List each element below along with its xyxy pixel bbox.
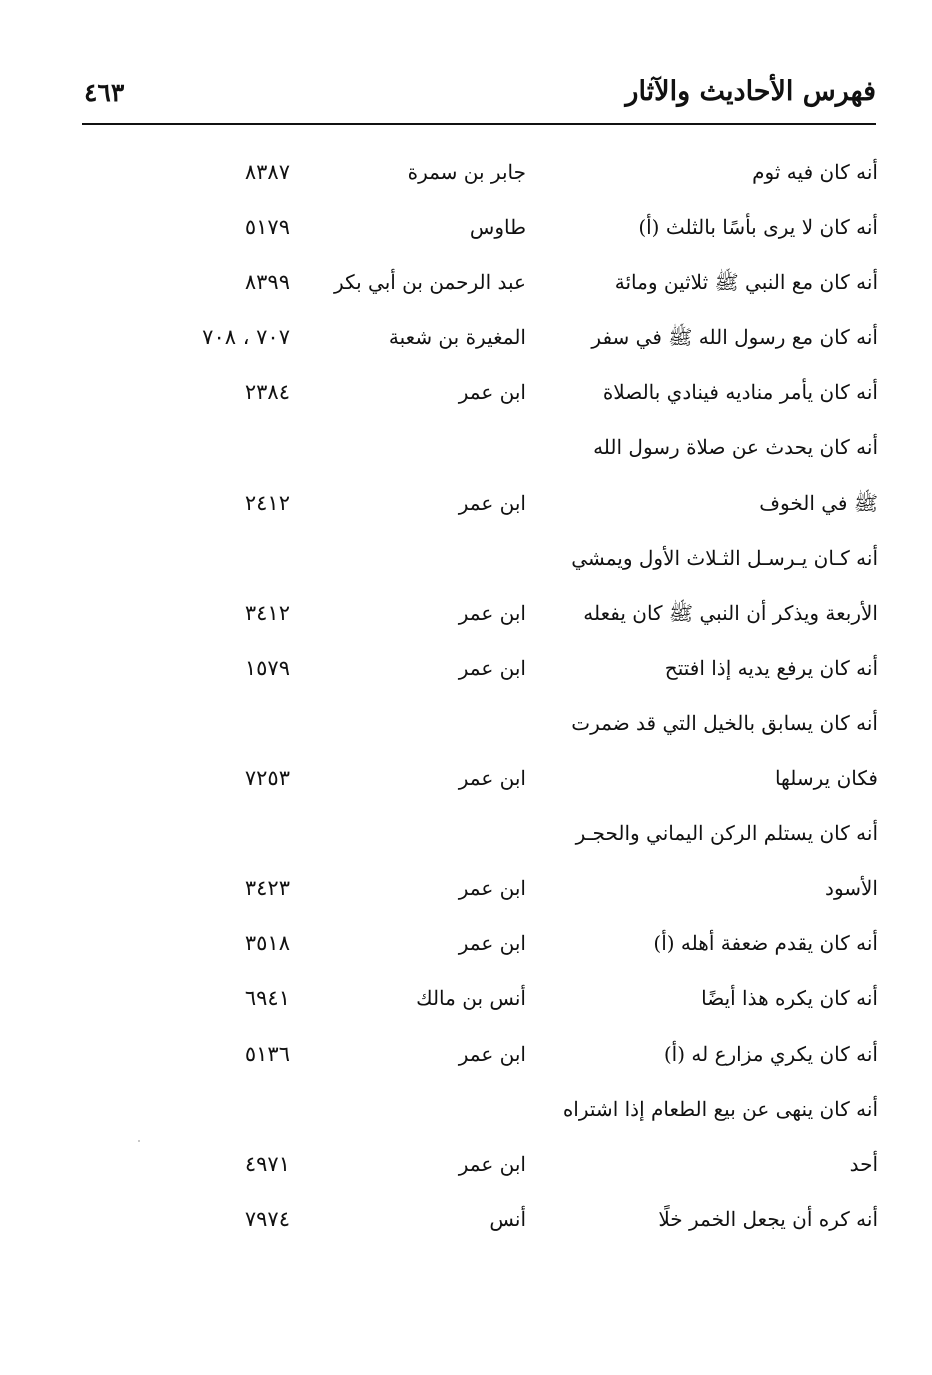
index-row [0, 1140, 932, 1195]
hadith-text: أنه كان يرفع يديه إذا افتتح [664, 655, 878, 680]
index-row [0, 864, 932, 919]
index-row [0, 313, 932, 368]
index-row [0, 1030, 932, 1085]
hadith-number: ٥١٧٩ [244, 215, 290, 240]
narrator: ابن عمر [458, 931, 526, 956]
index-row [0, 809, 932, 864]
hadith-text: أنه كان يأمر مناديه فينادي بالصلاة [602, 380, 878, 405]
narrator: ابن عمر [458, 490, 526, 515]
narrator: ابن عمر [458, 600, 526, 625]
hadith-number: ٢٣٨٤ [244, 380, 290, 405]
hadith-text: أنه كان مع النبي ﷺ ثلاثين ومائة [614, 270, 878, 295]
index-row [0, 699, 932, 754]
hadith-text: فكان يرسلها [774, 766, 878, 791]
narrator: المغيرة بن شعبة [388, 325, 526, 350]
hadith-number: ٣٥١٨ [244, 931, 290, 956]
narrator: ابن عمر [458, 1151, 526, 1176]
index-row [0, 754, 932, 809]
hadith-text: الأربعة ويذكر أن النبي ﷺ كان يفعله [583, 600, 878, 625]
hadith-text: أنه كان يقدم ضعفة أهله (أ) [653, 931, 878, 956]
hadith-number: ٢٤١٢ [244, 490, 290, 515]
narrator: طاوس [469, 215, 526, 240]
page-number: ٤٦٣ [84, 78, 125, 107]
hadith-text: ﷺ في الخوف [759, 490, 878, 515]
page-title: فهرس الأحاديث والآثار [625, 76, 876, 107]
hadith-text: الأسود [825, 876, 878, 901]
hadith-number: ١٥٧٩ [244, 655, 290, 680]
hadith-number: ٣٤٢٣ [244, 876, 290, 901]
narrator: أنس [489, 1206, 526, 1231]
index-row [0, 919, 932, 974]
hadith-text: أنه كان يكري مزارع له (أ) [663, 1041, 878, 1066]
hadith-number: ٦٩٤١ [244, 986, 290, 1011]
narrator: ابن عمر [458, 876, 526, 901]
narrator: ابن عمر [458, 766, 526, 791]
index-row [0, 644, 932, 699]
index-row [0, 534, 932, 589]
hadith-number: ٥١٣٦ [244, 1041, 290, 1066]
hadith-text: أنه كان ينهى عن بيع الطعام إذا اشتراه [562, 1096, 878, 1121]
narrator: أنس بن مالك [416, 986, 526, 1011]
narrator: ابن عمر [458, 380, 526, 405]
page-header [82, 70, 876, 120]
hadith-text: أنه كـان يـرسـل الثـلاث الأول ويمشي [571, 545, 878, 570]
narrator: جابر بن سمرة [407, 160, 526, 184]
hadith-text: أنه كان مع رسول الله ﷺ في سفر [591, 325, 878, 350]
hadith-number: ٨٣٩٩ [244, 270, 290, 295]
hadith-number: ٨٣٨٧ [244, 160, 290, 184]
hadith-number: ٣٤١٢ [244, 600, 290, 625]
hadith-text: أنه كان لا يرى بأسًا بالثلث (أ) [638, 215, 878, 240]
hadith-text: أنه كان يحدث عن صلاة رسول الله [593, 435, 878, 460]
index-row [0, 589, 932, 644]
hadith-text: أنه كان يكره هذا أيضًا [701, 986, 878, 1011]
hadith-text: أحد [849, 1151, 878, 1176]
index-row [0, 974, 932, 1029]
hadith-number: ٤٩٧١ [244, 1151, 290, 1176]
hadith-text: أنه كان فيه ثوم [752, 160, 878, 184]
index-row [0, 1195, 932, 1250]
hadith-number: ٧٩٧٤ [244, 1206, 290, 1231]
hadith-number: ٧٠٧ ، ٧٠٨ [202, 325, 290, 350]
hadith-text: أنه كان يسابق بالخيل التي قد ضمرت [571, 710, 878, 735]
index-row [0, 203, 932, 258]
narrator: ابن عمر [458, 1041, 526, 1066]
index-row [0, 368, 932, 423]
index-row [0, 479, 932, 534]
hadith-text: أنه كان يستلم الركن اليماني والحجـر [575, 821, 878, 846]
index-row [0, 148, 932, 203]
index-row [0, 423, 932, 478]
narrator: عبد الرحمن بن أبي بكر [334, 270, 526, 295]
index-row [0, 258, 932, 313]
narrator: ابن عمر [458, 655, 526, 680]
hadith-index-list [0, 148, 932, 1250]
index-row [0, 1085, 932, 1140]
header-rule [82, 123, 876, 125]
hadith-text: أنه كره أن يجعل الخمر خلًا [658, 1206, 878, 1231]
hadith-number: ٧٢٥٣ [244, 766, 290, 791]
scan-speck [138, 1140, 140, 1142]
